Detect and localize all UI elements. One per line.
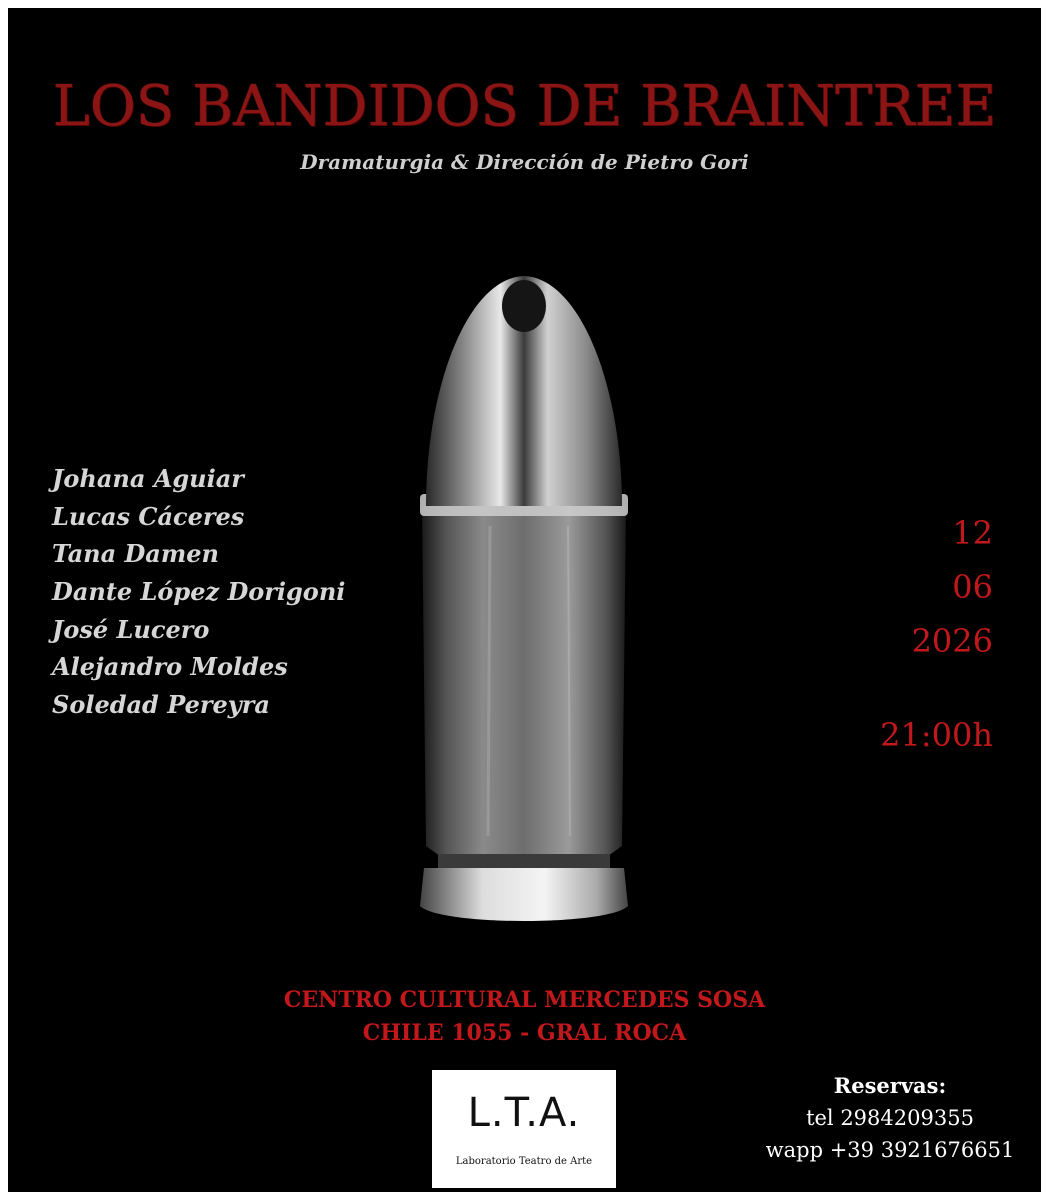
cast-member: Lucas Cáceres — [52, 501, 245, 531]
reservations-label: Reservas: — [833, 1073, 947, 1098]
date-day: 12 — [952, 514, 993, 552]
bullet-photo — [408, 266, 640, 936]
cast-member: Dante López Dorigoni — [52, 577, 346, 607]
event-date — [912, 506, 993, 668]
cast-member: Tana Damen — [52, 539, 219, 569]
reservations-whatsapp: wapp +39 3921676651 — [765, 1138, 1015, 1162]
event-time: 21:00h — [880, 716, 993, 754]
logo-caption: Laboratorio Teatro de Arte — [455, 1156, 593, 1167]
cast-member: Johana Aguiar — [52, 464, 244, 493]
cast-list — [52, 460, 345, 724]
venue — [8, 984, 1041, 1050]
venue-address: CHILE 1055 - GRAL ROCA — [362, 1020, 687, 1046]
cast-member: Alejandro Moldes — [52, 652, 288, 682]
logo-letters: L.T.A. — [467, 1090, 581, 1136]
date-year: 2026 — [911, 622, 993, 660]
reservations — [750, 1070, 1030, 1166]
cast-member: Soledad Pereyra — [52, 690, 270, 720]
reservations-phone: tel 2984209355 — [806, 1106, 974, 1130]
venue-name: CENTRO CULTURAL MERCEDES SOSA — [283, 987, 766, 1013]
lta-logo — [432, 1070, 616, 1188]
poster-title: LOS BANDIDOS DE BRAINTREE — [52, 74, 997, 139]
cast-member: José Lucero — [52, 614, 210, 644]
poster-subtitle: Dramaturgia & Dirección de Pietro Gori — [300, 150, 749, 174]
poster — [8, 8, 1041, 1192]
date-month: 06 — [952, 568, 993, 606]
